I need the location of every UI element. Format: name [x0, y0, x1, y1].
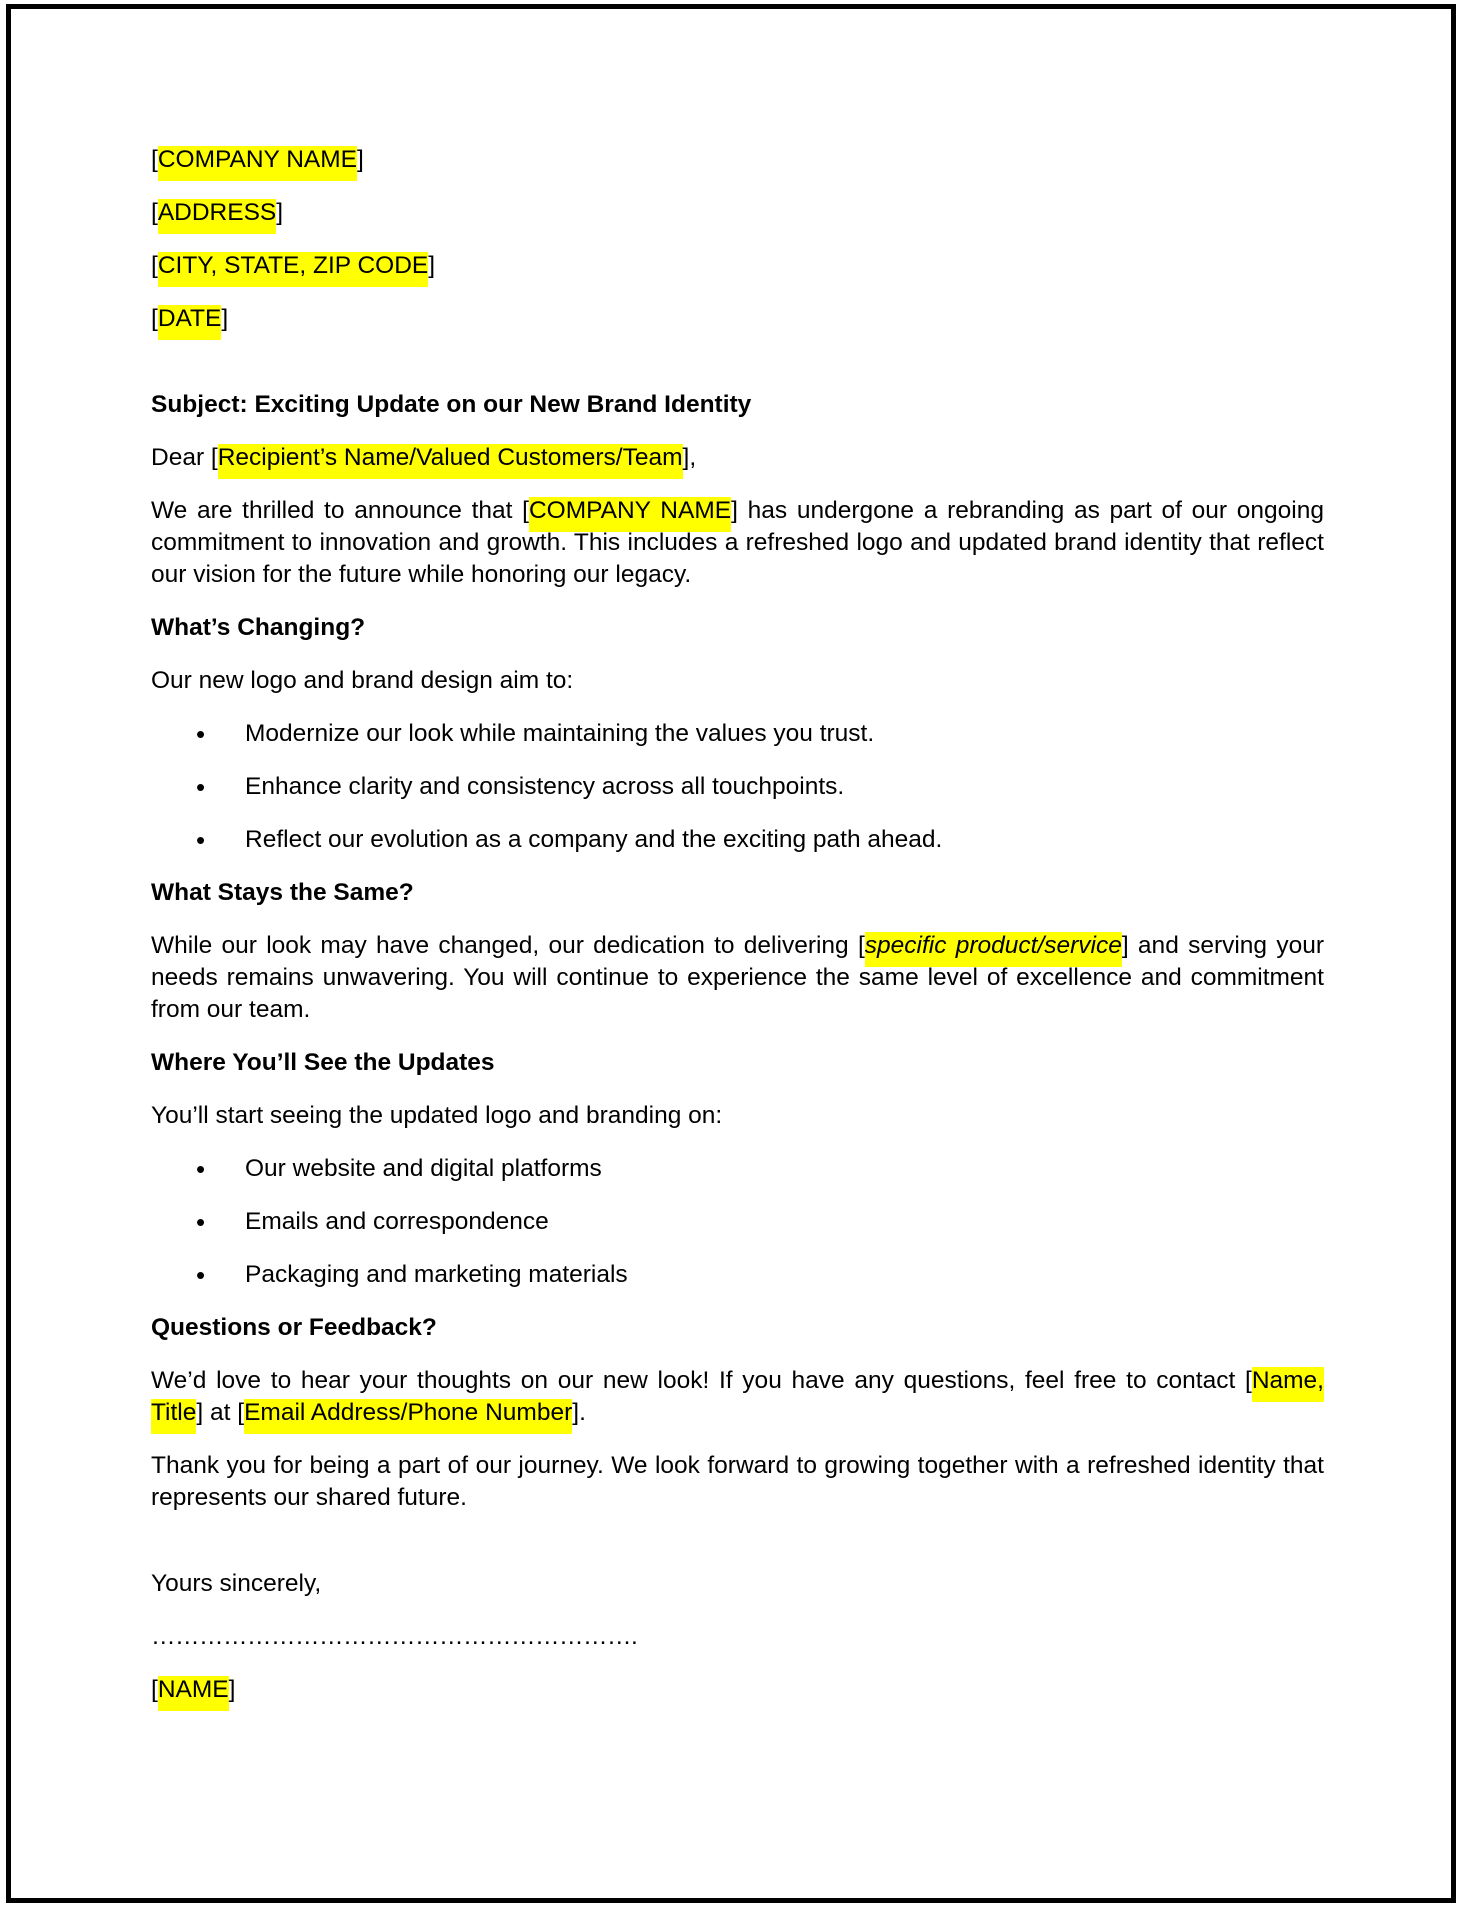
- greeting-line: [151, 442, 1324, 474]
- same-heading: What Stays the Same?: [151, 879, 414, 906]
- questions-heading: Questions or Feedback?: [151, 1314, 437, 1341]
- same-text-1: While our look may have changed, our dedication to delivering [: [151, 932, 865, 959]
- date-placeholder: DATE: [158, 305, 222, 340]
- changing-list: [151, 718, 1324, 856]
- signer-name-placeholder: NAME: [158, 1676, 229, 1711]
- list-item-text: Our website and digital platforms: [245, 1155, 602, 1182]
- signature-line: …………………………………………………….: [151, 1623, 638, 1650]
- updates-list: [151, 1153, 1324, 1291]
- questions-paragraph: [151, 1365, 1324, 1429]
- list-item: [151, 718, 1324, 750]
- recipient-placeholder: Recipient’s Name/Valued Customers/Team: [218, 444, 683, 479]
- bullet-icon: •: [196, 772, 206, 802]
- list-item-text: Enhance clarity and consistency across all touchpoints.: [245, 773, 845, 800]
- list-item: [151, 771, 1324, 803]
- questions-text-3: ].: [572, 1399, 586, 1426]
- list-item: [151, 1153, 1324, 1185]
- changing-lead: Our new logo and brand design aim to:: [151, 667, 574, 694]
- intro-paragraph: [151, 495, 1324, 591]
- list-item-text: Packaging and marketing materials: [245, 1261, 628, 1288]
- questions-text-2: ] at [: [196, 1399, 245, 1426]
- subject-line: Subject: Exciting Update on our New Brand Identity: [151, 391, 752, 418]
- product-placeholder: specific product/service: [865, 932, 1122, 967]
- letter-body: [151, 144, 1324, 1706]
- bullet-icon: •: [196, 1260, 206, 1290]
- intro-text-2: ] has undergone a rebranding as part of our ongoing commitment to innovation and growth. This includes a refreshed logo and updated brand identity that reflect our vision for the future while honoring our legacy.: [151, 497, 1324, 588]
- city-state-zip-placeholder: CITY, STATE, ZIP CODE: [158, 252, 428, 287]
- name-title-placeholder: Name, Title: [151, 1367, 1324, 1434]
- signer-name-line: [NAME]: [151, 1674, 1324, 1706]
- updates-lead: You’ll start seeing the updated logo and branding on:: [151, 1102, 723, 1129]
- address-line: [ADDRESS]: [151, 197, 1324, 229]
- greeting-prefix: Dear [: [151, 444, 218, 471]
- city-state-zip-line: [CITY, STATE, ZIP CODE]: [151, 250, 1324, 282]
- bullet-icon: •: [196, 719, 206, 749]
- intro-company-placeholder: COMPANY NAME: [529, 497, 731, 532]
- list-item-text: Modernize our look while maintaining the values you trust.: [245, 720, 875, 747]
- questions-text-1: We’d love to hear your thoughts on our new look! If you have any questions, feel free to contact [: [151, 1367, 1252, 1394]
- date-line: [DATE]: [151, 303, 1324, 335]
- letter-page: [6, 4, 1456, 1903]
- sender-block: [151, 144, 1324, 335]
- same-paragraph: [151, 930, 1324, 1026]
- company-name-placeholder: COMPANY NAME: [158, 146, 357, 181]
- same-text-2: ] and serving your needs remains unwavering. You will continue to experience the same level of excellence and commitment from our team.: [151, 932, 1324, 1023]
- bullet-icon: •: [196, 825, 206, 855]
- signoff: Yours sincerely,: [151, 1570, 322, 1597]
- intro-text-1: We are thrilled to announce that [: [151, 497, 529, 524]
- address-placeholder: ADDRESS: [158, 199, 276, 234]
- list-item-text: Reflect our evolution as a company and the exciting path ahead.: [245, 826, 943, 853]
- list-item: [151, 1206, 1324, 1238]
- greeting-suffix: ],: [682, 444, 697, 471]
- company-name-line: [COMPANY NAME]: [151, 144, 1324, 176]
- list-item-text: Emails and correspondence: [245, 1208, 549, 1235]
- contact-placeholder: Email Address/Phone Number: [244, 1399, 572, 1434]
- closing-paragraph: Thank you for being a part of our journey. We look forward to growing together with a refreshed identity that represents our shared future.: [151, 1452, 1324, 1511]
- changing-heading: What’s Changing?: [151, 614, 366, 641]
- list-item: [151, 824, 1324, 856]
- updates-heading: Where You’ll See the Updates: [151, 1049, 495, 1076]
- bullet-icon: •: [196, 1154, 206, 1184]
- bullet-icon: •: [196, 1207, 206, 1237]
- list-item: [151, 1259, 1324, 1291]
